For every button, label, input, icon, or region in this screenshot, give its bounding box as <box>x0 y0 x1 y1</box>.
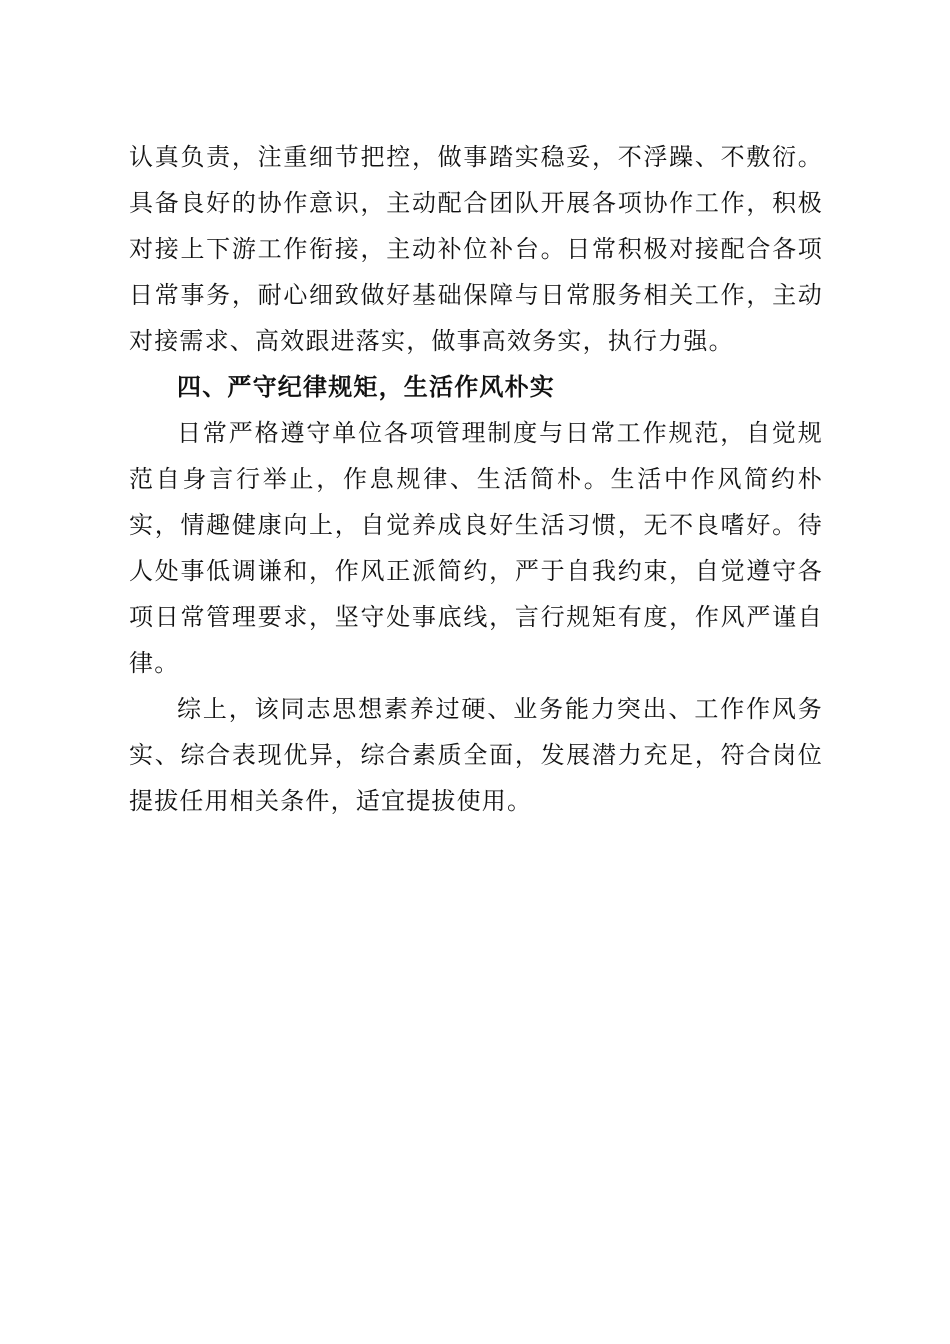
document-body <box>129 134 823 824</box>
paragraph-conclusion: 综上，该同志思想素养过硬、业务能力突出、工作作风务实、综合表现优异，综合素质全面，发展潜力充足，符合岗位提拔任用相关条件，适宜提拔使用。 <box>129 695 823 815</box>
paragraph-continuation: 认真负责，注重细节把控，做事踏实稳妥，不浮躁、不敷衍。具备良好的协作意识，主动配合团队开展各项协作工作，积极对接上下游工作衔接，主动补位补台。日常积极对接配合各项日常事务，耐心细致做好基础保障与日常服务相关工作，主动对接需求、高效跟进落实，做事高效务实，执行力强。 <box>129 143 823 355</box>
section-heading-four: 四、严守纪律规矩，生活作风朴实 <box>177 372 555 401</box>
paragraph-discipline: 日常严格遵守单位各项管理制度与日常工作规范，自觉规范自身言行举止，作息规律、生活简朴。生活中作风简约朴实，情趣健康向上，自觉养成良好生活习惯，无不良嗜好。待人处事低调谦和，作风正派简约，严于自我约束，自觉遵守各项日常管理要求，坚守处事底线，言行规矩有度，作风严谨自律。 <box>129 419 823 677</box>
